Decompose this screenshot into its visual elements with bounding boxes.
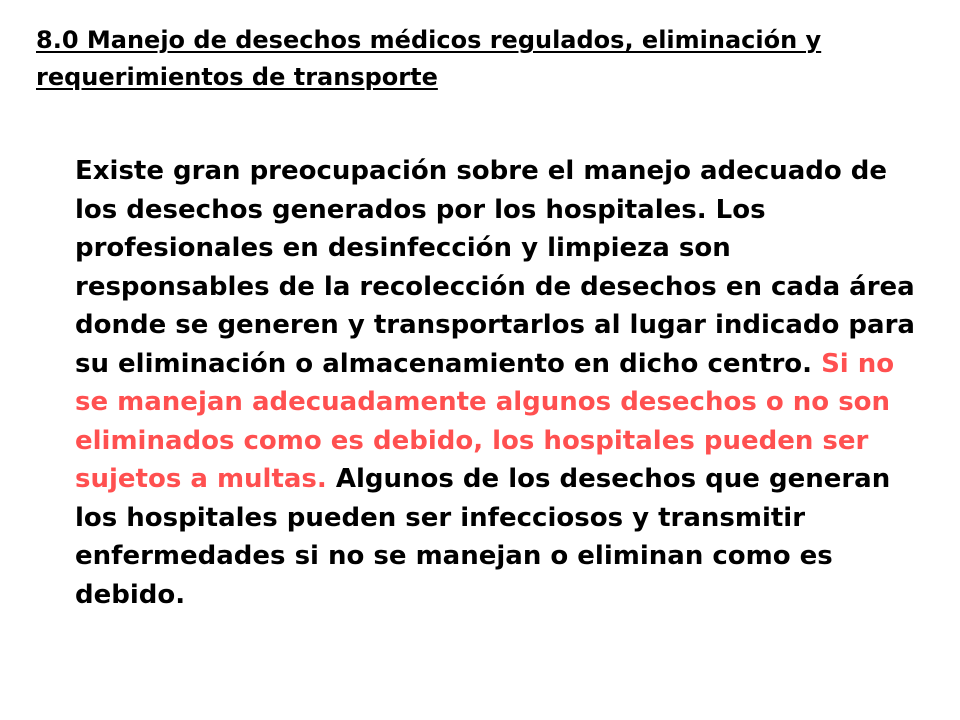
body-paragraph xyxy=(75,152,925,614)
paragraph-conclusion: Algunos de los desechos que generan los hospitales pueden ser infecciosos y transmitir enfermedades si no se manejan o eliminan como es debido. xyxy=(75,464,891,610)
paragraph-intro: Existe gran preocupación sobre el manejo adecuado de los desechos generados por los hospitales. Los profesionales en desinfección y limpieza son responsables de la recolección de desechos en cada área donde se generen y transportarlos al lugar indicado para su eliminación o almacenamiento en dicho centro. xyxy=(75,156,915,379)
slide-title: 8.0 Manejo de desechos médicos regulados, eliminación y requerimientos de transporte xyxy=(36,26,822,91)
highlighted-warning: Si no se manejan adecuadamente algunos desechos o no son eliminados como es debido, los hospitales pueden ser sujetos a multas. xyxy=(75,348,895,494)
